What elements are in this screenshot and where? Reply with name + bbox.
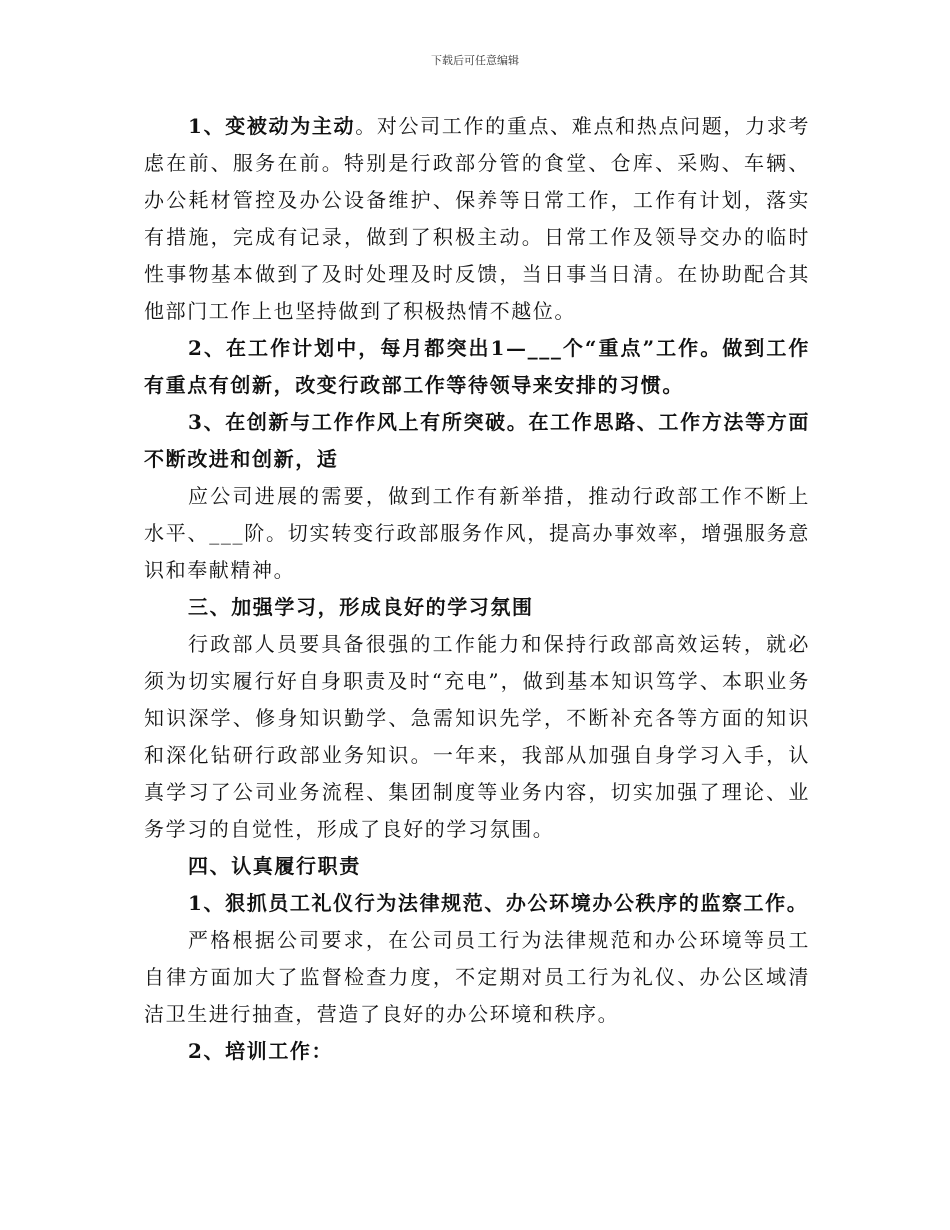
section-heading-4: 四、认真履行职责 <box>188 854 361 878</box>
paragraph-1-text: 。对公司工作的重点、难点和热点问题，力求考虑在前、服务在前。特别是行政部分管的食堂、仓库、采购、车辆、办公耗材管控及办公设备维护、保养等日常工作，工作有计划，落实有措施，完成有记录，做到了积极主动。日常工作及领导交办的临时性事物基本做到了及时处理及时反馈，当日事当日清。在协助配合其他部门工作上也坚持做到了积极热情不越位。 <box>144 114 810 323</box>
subheading-2: 2、培训工作： <box>188 1039 334 1063</box>
document-body <box>144 108 810 1070</box>
section-heading-3: 三、加强学习，形成良好的学习氛围 <box>188 595 534 619</box>
paragraph-1-lead: 1、变被动为主动 <box>188 114 356 138</box>
paragraph-3: 3、在创新与工作作风上有所突破。在工作思路、工作方法等方面不断改进和创新，适 <box>144 410 810 471</box>
paragraph-2: 2、在工作计划中，每月都突出1—___个“重点”工作。做到工作有重点有创新，改变行政部工作等待领导来安排的习惯。 <box>144 336 810 397</box>
subheading-1: 1、狠抓员工礼仪行为法律规范、办公环境办公秩序的监察工作。 <box>188 891 809 915</box>
page-header: 下载后可任意编辑 <box>431 54 519 67</box>
paragraph-6: 严格根据公司要求，在公司员工行为法律规范和办公环境等员工自律方面加大了监督检查力度，不定期对员工行为礼仪、办公区域清洁卫生进行抽查，营造了良好的办公环境和秩序。 <box>144 928 810 1026</box>
paragraph-1 <box>144 108 810 330</box>
paragraph-5: 行政部人员要具备很强的工作能力和保持行政部高效运转，就必须为切实履行好自身职责及时“充电”，做到基本知识笃学、本职业务知识深学、修身知识勤学、急需知识先学，不断补充各等方面的知识和深化钻研行政部业务知识。一年来，我部从加强自身学习入手，认真学习了公司业务流程、集团制度等业务内容，切实加强了理论、业务学习的自觉性，形成了良好的学习氛围。 <box>144 632 810 841</box>
paragraph-4: 应公司进展的需要，做到工作有新举措，推动行政部工作不断上水平、___阶。切实转变行政部服务作风，提高办事效率，增强服务意识和奉献精神。 <box>144 484 810 582</box>
